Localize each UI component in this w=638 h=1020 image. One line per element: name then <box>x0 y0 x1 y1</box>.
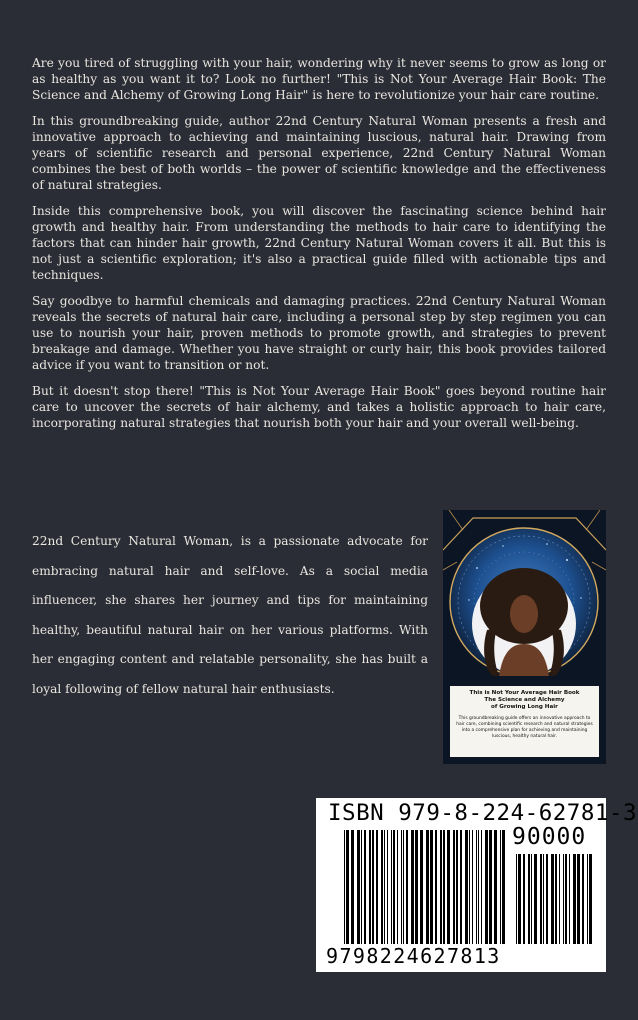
addon-bar <box>546 854 548 944</box>
barcode-bar <box>411 830 414 944</box>
addon-bar <box>565 854 567 944</box>
barcode-bar <box>476 830 477 944</box>
barcode-bar <box>447 830 450 944</box>
barcode-bar <box>372 830 374 944</box>
barcode-bar <box>357 830 360 944</box>
barcode-bar <box>472 830 473 944</box>
barcode-bar <box>489 830 492 944</box>
barcode-bar <box>440 830 442 944</box>
price-code: 90000 <box>512 824 587 850</box>
barcode-bar <box>346 830 349 944</box>
barcode-bar <box>369 830 371 944</box>
barcode-bar <box>502 830 505 944</box>
description-paragraph-2: In this groundbreaking guide, author 22nd Century Natural Woman presents a fresh and innovative approach to achieving and maintaining luscious, natural hair. Drawing from years of scientific research and personal experience, 22nd Century Natural Woman combines the best of both worlds – the power of scientific knowledge and the effectiveness of natural strategies. <box>32 113 606 193</box>
addon-bar <box>518 854 521 944</box>
addon-bar <box>543 854 544 944</box>
addon-bar <box>534 854 537 944</box>
barcode-bar <box>344 830 345 944</box>
author-bio: 22nd Century Natural Woman, is a passionate advocate for embracing natural hair and self-love. As a social media influencer, she shares her journey and tips for maintaining healthy, beautiful natural hair on her various platforms. With her engaging content and relatable personality, she has built a loyal following of fellow natural hair enthusiasts. <box>32 534 428 696</box>
book-description <box>32 55 606 440</box>
barcode-bar <box>361 830 362 944</box>
barcode-bar <box>401 830 402 944</box>
barcode-bar <box>391 830 392 944</box>
addon-bar <box>523 854 525 944</box>
cover-description: This groundbreaking guide offers an innovative approach to hair care, combining scientific research and natural strategies into a comprehensive plan for achieving and maintaining luscious, healthy natural hair. <box>456 716 593 739</box>
barcode-bar <box>387 830 388 944</box>
addon-bar <box>555 854 557 944</box>
description-paragraph-1: Are you tired of struggling with your hair, wondering why it never seems to grow as long or as healthy as you want it to? Look no further! "This is Not Your Average Hair Book: The Science and Alchemy of Growing Long Hair" is here to revolutionize your hair care routine. <box>32 56 606 103</box>
barcode-bar <box>415 830 418 944</box>
addon-bar <box>531 854 532 944</box>
addon-bar <box>589 854 592 944</box>
addon-bar <box>563 854 564 944</box>
addon-bar <box>528 854 530 944</box>
barcode-bar <box>393 830 395 944</box>
description-paragraph-3: Inside this comprehensive book, you will discover the fascinating science behind hair growth and healthy hair. From understanding the methods to hair care to identifying the factors that can hinder hair growth, 22nd Century Natural Woman covers it all. But this is not just a scientific exploration; it's also a practical guide filled with actionable tips and techniques. <box>32 203 606 283</box>
addon-bar <box>582 854 584 944</box>
isbn-barcode <box>316 798 638 972</box>
cover-title-line-2: The Science and Alchemy <box>484 697 565 703</box>
barcode-bar <box>481 830 482 944</box>
cover-title-line-1: This is Not Your Average Hair Book <box>469 690 580 696</box>
addon-bar <box>573 854 576 944</box>
cover-title <box>450 690 599 711</box>
barcode-bar <box>478 830 479 944</box>
barcode-bar <box>351 830 354 944</box>
isbn-label: ISBN 979-8-224-62781-3 <box>328 800 638 826</box>
barcode-bar <box>460 830 462 944</box>
addon-bar <box>577 854 580 944</box>
description-paragraph-5: But it doesn't stop there! "This is Not Your Average Hair Book" goes beyond routine hair care to uncover the secrets of hair alchemy, and takes a holistic approach to hair care, incorporating natural strategies that nourish both your hair and your overall well-being. <box>32 383 606 431</box>
barcode-bar <box>384 830 385 944</box>
barcode-bar <box>364 830 366 944</box>
addon-bar <box>569 854 570 944</box>
addon-bar <box>540 854 542 944</box>
cover-title-line-3: of Growing Long Hair <box>491 704 558 710</box>
barcode-bar <box>453 830 455 944</box>
barcode-bar <box>406 830 408 944</box>
barcode-bar <box>376 830 378 944</box>
barcode-bar <box>443 830 445 944</box>
barcode-bar <box>469 830 470 944</box>
cover-thumbnail <box>443 510 606 764</box>
cover-text-panel <box>450 686 599 757</box>
ean-digits: 9798224627813 <box>326 944 501 968</box>
barcode-bar <box>403 830 404 944</box>
addon-bar <box>516 854 517 944</box>
barcode-bar <box>465 830 468 944</box>
barcode-bar <box>426 830 429 944</box>
addon-bar <box>587 854 588 944</box>
addon-bar <box>559 854 560 944</box>
barcode-bar <box>430 830 433 944</box>
barcode-bar <box>456 830 458 944</box>
barcode-bar <box>420 830 423 944</box>
barcode-bar <box>494 830 497 944</box>
barcode-bar <box>485 830 488 944</box>
barcode-bar <box>500 830 501 944</box>
description-paragraph-4: Say goodbye to harmful chemicals and damaging practices. 22nd Century Natural Woman reveals the secrets of natural hair care, including a personal step by step regimen you can use to nourish your hair, proven methods to promote growth, and strategies to prevent breakage and damage. Whether you have straight or curly hair, this book provides tailored advice if you want to transition or not. <box>32 293 606 373</box>
barcode-bar <box>397 830 398 944</box>
barcode-bar <box>435 830 437 944</box>
barcode-bar <box>381 830 383 944</box>
addon-bar <box>551 854 554 944</box>
